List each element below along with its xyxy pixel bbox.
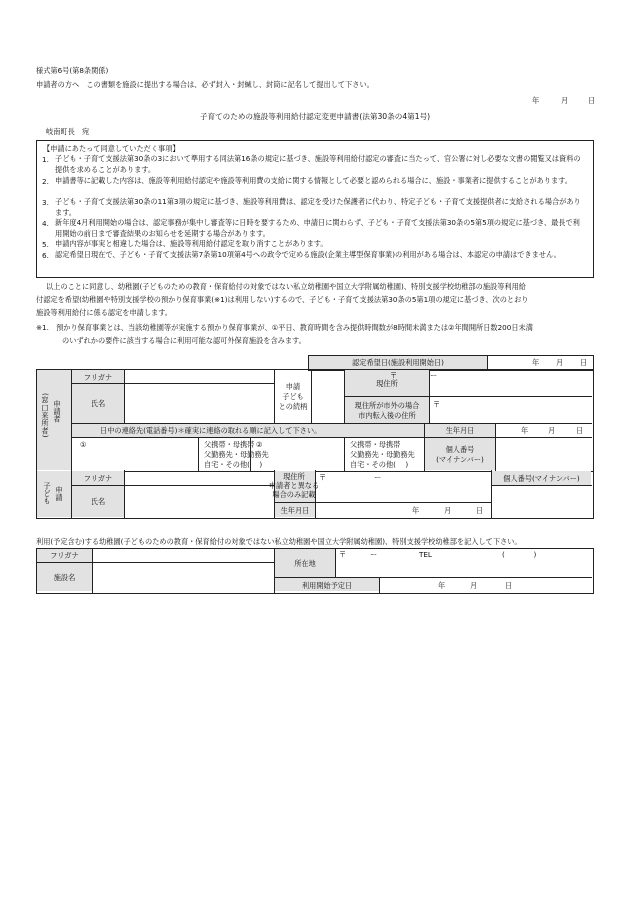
start-date-year[interactable]: 年 (438, 581, 446, 590)
consent-item-5: 申請内容が事実と相違した場合は、施設等利用給付認定を取り消すことがあります。 (55, 239, 328, 248)
contact-1-opt-3[interactable]: 自宅・その他( ) (204, 460, 263, 469)
child-address-input[interactable] (316, 483, 491, 501)
child-mynumber-label: 個人番号(マイナンバー) (503, 474, 580, 483)
child-address-label-1: 現住所 (283, 472, 305, 481)
applicant-mynumber-input[interactable] (496, 438, 591, 470)
divider (344, 437, 345, 471)
location-label: 所在地 (294, 559, 316, 568)
form-title: 子育てのための施設等利用給付認定変更申請書(法第30条の4第1号) (199, 112, 431, 121)
child-postal-mark: 〒 (319, 473, 327, 482)
facility-furigana-input[interactable] (93, 549, 273, 562)
divider (250, 437, 251, 471)
relation-label-1: 申請 (285, 382, 301, 391)
desired-date-day[interactable]: 日 (580, 358, 588, 367)
outside-address-label-1: 現住所が市外の場合 (354, 401, 420, 410)
facility-tel-label: TEL (419, 550, 432, 559)
name-label: 氏名 (90, 399, 106, 408)
consent-item-1: 子ども・子育て支援法第30条の3において準用する同法第16条の規定に基づき、施設等利用給付認定の審査に当たって、官公署に対し必要な文書の閲覧又は資料の提供を求めることがあります。 (55, 154, 581, 174)
child-address-label-3: 場合のみ記載 (272, 490, 316, 499)
desired-date-label: 認定希望日(施設利用開始日) (352, 358, 444, 367)
addressee: 岐南町長 宛 (46, 127, 90, 136)
facility-address-input[interactable] (336, 560, 591, 576)
applicant-address-input[interactable] (430, 381, 591, 395)
mynumber-label-cell (425, 438, 495, 470)
facility-postal-mark: 〒 (339, 550, 347, 559)
relation-label-2: 子ども (282, 392, 304, 401)
postal-mark: 〒 (390, 371, 398, 380)
facility-name-label: 施設名 (53, 573, 76, 582)
start-date-label: 利用開始予定日 (301, 581, 353, 590)
desired-date-year[interactable]: 年 (532, 358, 540, 367)
consent-item-4: 新年度4月利用開始の場合は、認定事務が集中し審査等に日時を要するため、申請日に関わらず、子ども・子育て支援法第30条の5第5項の規定に基づき、最長で利用開始の前日まで審査結果のお知らせを延期する場合があります。 (55, 218, 580, 238)
applicant-birth-month[interactable]: 月 (548, 426, 556, 435)
consent-item-6: 認定希望日現在で、子ども・子育て支援法第7条第10項第4号への政令で定める施設(企業主導型保育事業)の利用がある場合は、本認定の申請はできません。 (55, 250, 561, 259)
applicant-birth-day[interactable]: 日 (576, 426, 584, 435)
contact-2-opt-3[interactable]: 自宅・その他( ) (350, 460, 409, 469)
outside-postal-mark: 〒 (433, 400, 441, 409)
consent-num-4: 4. (42, 219, 49, 228)
child-mynumber-input[interactable] (492, 486, 591, 517)
facility-intro: 利用(予定含む)する幼稚園(子どものための教育・保育給付の対象ではない私立幼稚園や国立大学附属幼稚園)、特別支援学校幼稚部を記入して下さい。 (36, 537, 522, 546)
contact-1-opt-1[interactable]: 父携帯・母携帯 (204, 440, 255, 449)
facility-furigana-label: フリガナ (50, 551, 79, 560)
divider (315, 502, 316, 518)
child-birthdate-label: 生年月日 (280, 506, 310, 515)
date-year-label: 年 (532, 96, 540, 105)
postal-dash: ー (430, 371, 438, 380)
divider (495, 423, 496, 437)
note-1-line-2: のいずれかの要件に該当する場合に利用可能な認可外保育施設を含みます。 (62, 336, 306, 345)
child-side-label: 申請 (55, 486, 64, 502)
child-birth-day[interactable]: 日 (476, 506, 484, 515)
furigana-label: フリガナ (83, 373, 113, 382)
outside-address-input[interactable] (430, 408, 591, 422)
contact-2-opt-2[interactable]: 父勤務先・母勤務先 (350, 450, 415, 459)
facility-postal-dash: ー (370, 550, 378, 559)
applicant-furigana-input[interactable] (125, 370, 273, 383)
relation-label-3: との続柄 (278, 402, 308, 411)
form-number: 様式第6号(第8条関係) (36, 66, 109, 75)
agreement-line-3: 施設等利用給付に係る認定を申請します。 (36, 308, 172, 317)
child-postal-dash: ー (374, 473, 382, 482)
note-1-line-1: ※1. 預かり保育事業とは、当該幼稚園等が実施する預かり保育事業が、①平日、教育時間を含み提供時間数が8時間未満または②年間開所日数200日未満 (36, 323, 533, 332)
agreement-line-2: 付認定を希望(幼稚園や特別支援学校の預かり保育事業(※1)は利用しない)するので、子ども・子育て支援法第30条の5第1項の規定に基づき、次のとおり (36, 295, 529, 304)
desired-date-month[interactable]: 月 (556, 358, 564, 367)
submission-instruction: 申請者の方へ この書類を施設に提出する場合は、必ず封入・封緘し、封筒に記名して提出して下さい。 (36, 80, 374, 89)
child-furigana-label: フリガナ (83, 474, 113, 483)
applicant-side-sub: (窓口来所者) (41, 393, 50, 439)
facility-name-input[interactable] (93, 563, 273, 591)
applicant-side-label: 申請者 (53, 400, 62, 424)
contact-2-marker: ② (256, 440, 263, 449)
applicant-name-input[interactable] (125, 384, 273, 422)
contact-1-marker: ① (80, 440, 87, 449)
start-date-day[interactable]: 日 (505, 581, 513, 590)
contact-1-opt-2[interactable]: 父勤務先・母勤務先 (204, 450, 269, 459)
facility-tel-paren[interactable]: ( ) (502, 550, 537, 559)
consent-num-3: 3. (42, 198, 49, 207)
consent-num-6: 6. (42, 251, 49, 260)
child-birth-year[interactable]: 年 (412, 506, 420, 515)
child-birth-month[interactable]: 月 (444, 506, 452, 515)
divider (198, 437, 199, 471)
address-label: 現住所 (376, 379, 398, 388)
consent-num-5: 5. (42, 240, 49, 249)
applicant-birth-year[interactable]: 年 (521, 426, 529, 435)
contact-1-phone-input[interactable] (90, 440, 196, 468)
contact-2-phone-input[interactable] (266, 440, 340, 468)
mynumber-label-1: 個人番号 (445, 445, 475, 454)
date-day-label: 日 (588, 96, 596, 105)
consent-box (36, 140, 594, 278)
outside-address-label-2: 市内転入後の住所 (358, 411, 416, 420)
mynumber-label-2: (マイナンバー) (436, 455, 484, 464)
consent-heading: 【申請にあたって同意していただく事項】 (43, 144, 180, 153)
birthdate-label: 生年月日 (445, 426, 475, 435)
consent-item-3: 子ども・子育て支援法第30条の11第3項の規定に基づき、施設等利用費は、認定を受けた保護者に代わり、特定子ども・子育て支援提供者に支給される場合があります。 (55, 197, 581, 217)
relation-input[interactable] (312, 370, 344, 422)
consent-item-2: 申請書等に記載した内容は、施設等利用給付認定や施設等利用費の支給に関する情報として必要と認められる場合に、施設・事業者に提供することがあります。 (55, 176, 572, 185)
contact-2-opt-1[interactable]: 父携帯・母携帯 (350, 440, 401, 449)
start-date-month[interactable]: 月 (470, 581, 478, 590)
child-name-label: 氏名 (90, 497, 106, 506)
child-side-sub: 子ども (43, 482, 52, 506)
date-month-label: 月 (561, 96, 569, 105)
consent-num-1: 1. (42, 155, 49, 164)
consent-num-2: 2. (42, 177, 49, 186)
divider (487, 355, 488, 370)
divider (379, 577, 380, 593)
contact-note: 日中の連絡先(電話番号)＊確実に連絡の取れる順に記入して下さい。 (100, 426, 322, 435)
agreement-line-1: 以上のことに同意し、幼稚園(子どものための教育・保育給付の対象ではない私立幼稚園や国立大学附属幼稚園)、特別支援学校幼稚部の施設等利用給 (46, 282, 526, 291)
child-address-label-2: 申請者と異なる (268, 481, 320, 490)
